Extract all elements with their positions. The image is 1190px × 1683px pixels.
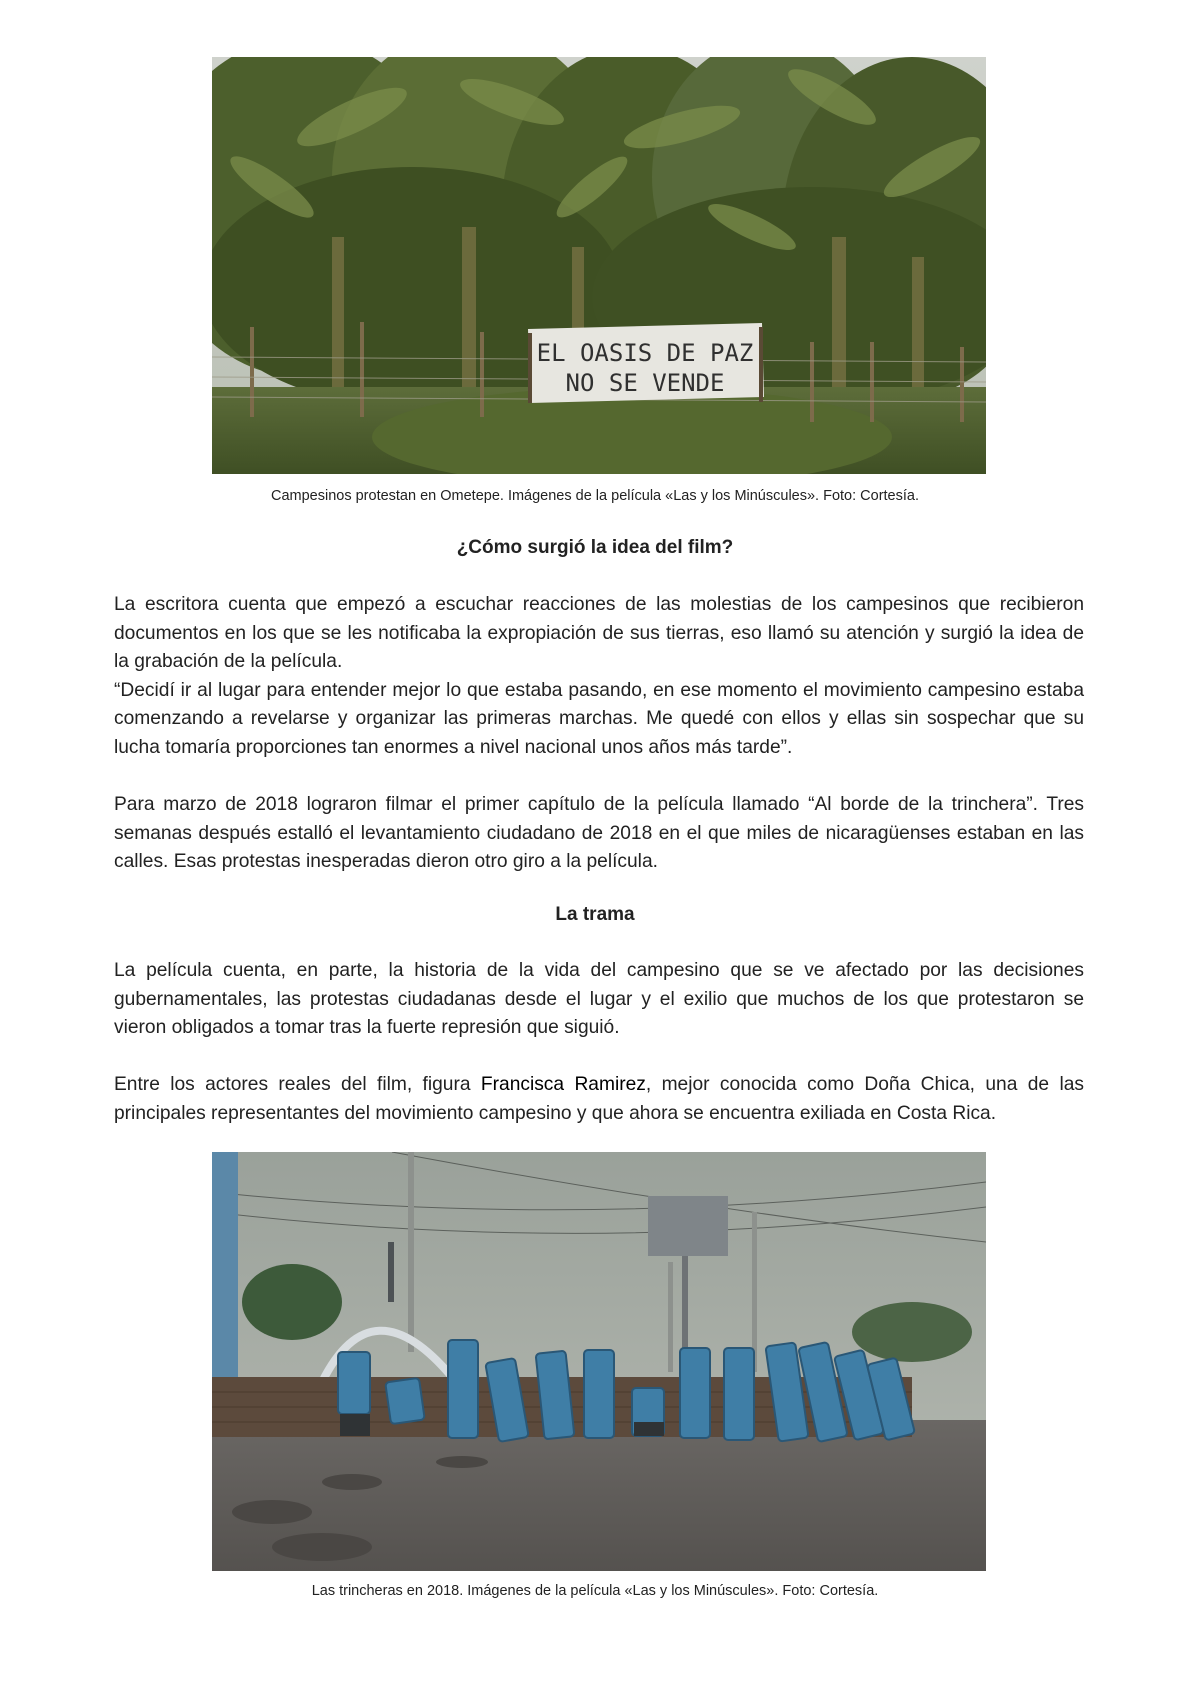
section-heading-idea: ¿Cómo surgió la idea del film? bbox=[456, 537, 734, 558]
banner-text-line1: EL OASIS DE PAZ bbox=[536, 339, 754, 367]
banner-text-line2: NO SE VENDE bbox=[565, 369, 725, 397]
actors-text-before: Entre los actores reales del film, figura bbox=[114, 1074, 481, 1095]
actor-name-link[interactable]: Francisca Ramirez bbox=[480, 1074, 646, 1095]
actors-text-after: , mejor conocida como Doña Chica, una de las principales representantes del movimiento campesino y que ahora se encuentra exiliada en Costa Rica. bbox=[114, 1074, 1084, 1124]
plantation-photo bbox=[212, 57, 986, 474]
paragraph-filming-text: Para marzo de 2018 lograron filmar el primer capítulo de la película llamado “Al borde de la trinchera”. Tres semanas después estalló el levantamiento ciudadano de 2018 en el que miles de nicaragüenses estaban en las calles. Esas protestas inesperadas dieron otro giro a la película. bbox=[114, 794, 1084, 872]
paragraph-actors-text bbox=[114, 1071, 1084, 1128]
section-heading-plot: La trama bbox=[555, 904, 635, 925]
barricade-photo bbox=[212, 1152, 986, 1571]
paragraph-plot-text: La película cuenta, en parte, la historia de la vida del campesino que se ve afectado por las decisiones gubernamentales, las protestas ciudadanas desde el lugar y el exilio que muchos de los que protestaron se vieron obligados a tomar tras la fuerte represión que siguió. bbox=[114, 960, 1084, 1038]
protest-banner bbox=[528, 323, 764, 403]
photo2-caption: Las trincheras en 2018. Imágenes de la película «Las y los Minúscules». Foto: Cortesía. bbox=[311, 1583, 879, 1599]
paragraph-idea-quote: “Decidí ir al lugar para entender mejor lo que estaba pasando, en ese momento el movimiento campesino estaba comenzando a revelarse y organizar las primeras marchas. Me quedé con ellos y ellas sin sospechar que su lucha tomaría proporciones tan enormes a nivel nacional unos años más tarde”. bbox=[114, 679, 1084, 758]
barricade-photo-drawing bbox=[212, 1152, 986, 1571]
plantation-photo-drawing bbox=[212, 57, 986, 474]
paragraph-filming bbox=[114, 791, 1084, 877]
paragraph-idea-part1: La escritora cuenta que empezó a escuchar reacciones de las molestias de los campesinos que recibieron documentos en los que se les notificaba la expropiación de sus tierras, eso llamó su atención y surgió la idea de la grabación de la película. bbox=[114, 594, 1084, 672]
paragraph-actors bbox=[114, 1071, 1084, 1128]
photo1-caption: Campesinos protestan en Ometepe. Imágenes de la película «Las y los Minúscules». Foto: Cortesía. bbox=[270, 488, 919, 504]
paragraph-idea bbox=[114, 591, 1084, 762]
paragraph-plot bbox=[114, 957, 1084, 1043]
